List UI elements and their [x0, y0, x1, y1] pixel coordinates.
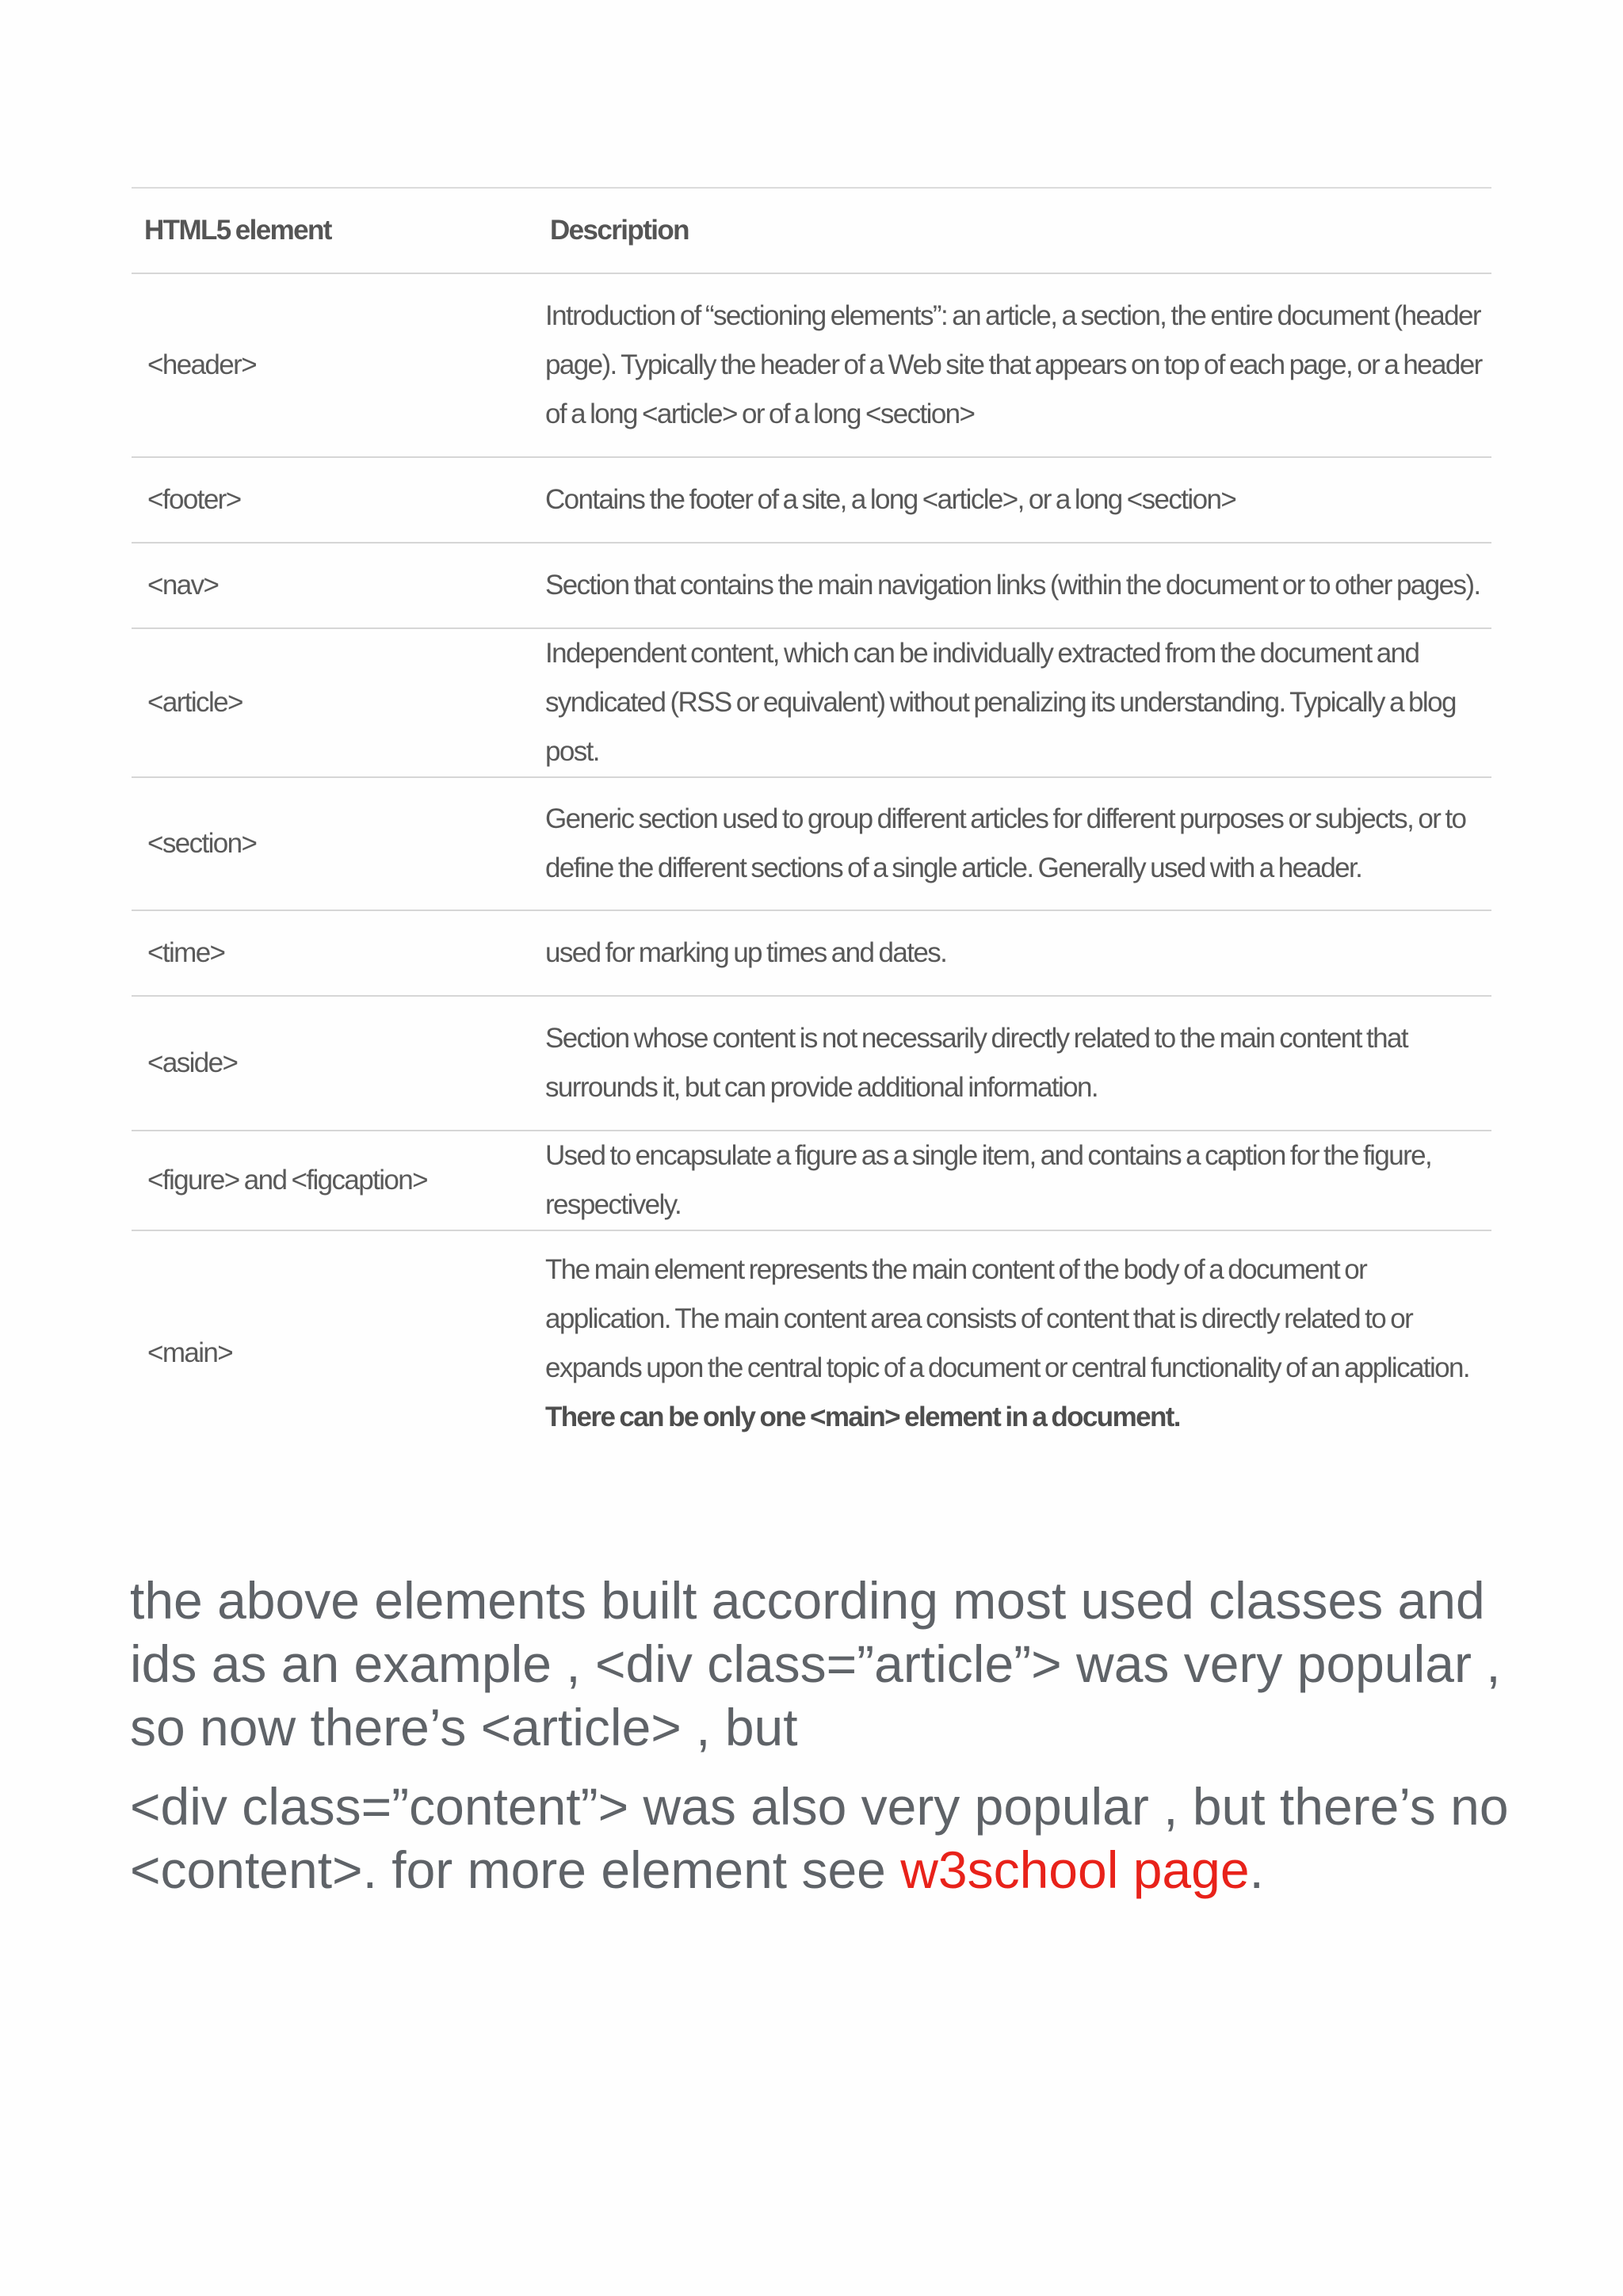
description-cell: Contains the footer of a site, a long <article>, or a long <section>	[545, 484, 1236, 515]
column-header-description: Description	[550, 215, 689, 246]
description-cell: Introduction of “sectioning elements”: an article, a section, the entire document (header page). Typically the header of a Web site that appears on top of each page, or a header of a long <article> or of a long <section>	[545, 300, 1482, 429]
description-cell: Used to encapsulate a figure as a single item, and contains a caption for the figure, respectively.	[545, 1140, 1432, 1220]
element-cell: <header>	[147, 349, 257, 380]
element-cell: <article>	[147, 687, 242, 718]
html5-elements-table	[132, 187, 1491, 1475]
description-cell: Independent content, which can be individually extracted from the document and syndicated (RSS or equivalent) without penalizing its understanding. Typically a blog post.	[545, 638, 1456, 767]
table-row	[132, 910, 1491, 996]
element-cell: <footer>	[147, 484, 241, 515]
description-cell: Section that contains the main navigation links (within the document or to other pages).	[545, 570, 1480, 601]
table-row	[132, 457, 1491, 543]
explanation-text-block	[130, 1569, 1525, 1917]
element-cell: <figure> and <figcaption>	[147, 1165, 427, 1196]
paragraph-content-element	[130, 1775, 1525, 1901]
table-row	[132, 996, 1491, 1131]
description-bold-text: There can be only one <main> element in a document.	[545, 1402, 1180, 1432]
table-row	[132, 1230, 1491, 1475]
paragraph-period: .	[1249, 1840, 1264, 1899]
element-cell: <nav>	[147, 570, 219, 601]
element-cell: <aside>	[147, 1047, 238, 1078]
column-header-element: HTML5 element	[144, 215, 331, 246]
element-cell: <time>	[147, 937, 225, 968]
description-cell: Section whose content is not necessarily directly related to the main content that surrounds it, but can provide additional information.	[545, 1023, 1407, 1103]
description-cell: used for marking up times and dates.	[545, 937, 947, 968]
table-row	[132, 1131, 1491, 1230]
table-row	[132, 628, 1491, 777]
table-header-row	[132, 188, 1491, 273]
description-cell	[537, 1230, 1491, 1475]
element-cell: <section>	[147, 828, 257, 859]
paragraph-classes-ids: the above elements built according most used classes and ids as an example , <div class=”article”> was very popular , so now there’s <article> , but	[130, 1571, 1501, 1756]
table-row	[132, 543, 1491, 628]
paragraph-text: <div class=”content”> was also very popular , but there’s no <content>. for more element see	[130, 1777, 1509, 1899]
description-cell: Generic section used to group different articles for different purposes or subjects, or to define the different sections of a single article. Generally used with a header.	[545, 803, 1466, 883]
table-row	[132, 777, 1491, 910]
table-row	[132, 273, 1491, 457]
w3school-link[interactable]: w3school page	[900, 1840, 1250, 1899]
element-cell: <main>	[147, 1337, 233, 1368]
description-text: The main element represents the main content of the body of a document or application. The main content area consists of content that is directly related to or expands upon the central topic of a document or central functionality of an application.	[545, 1254, 1469, 1383]
